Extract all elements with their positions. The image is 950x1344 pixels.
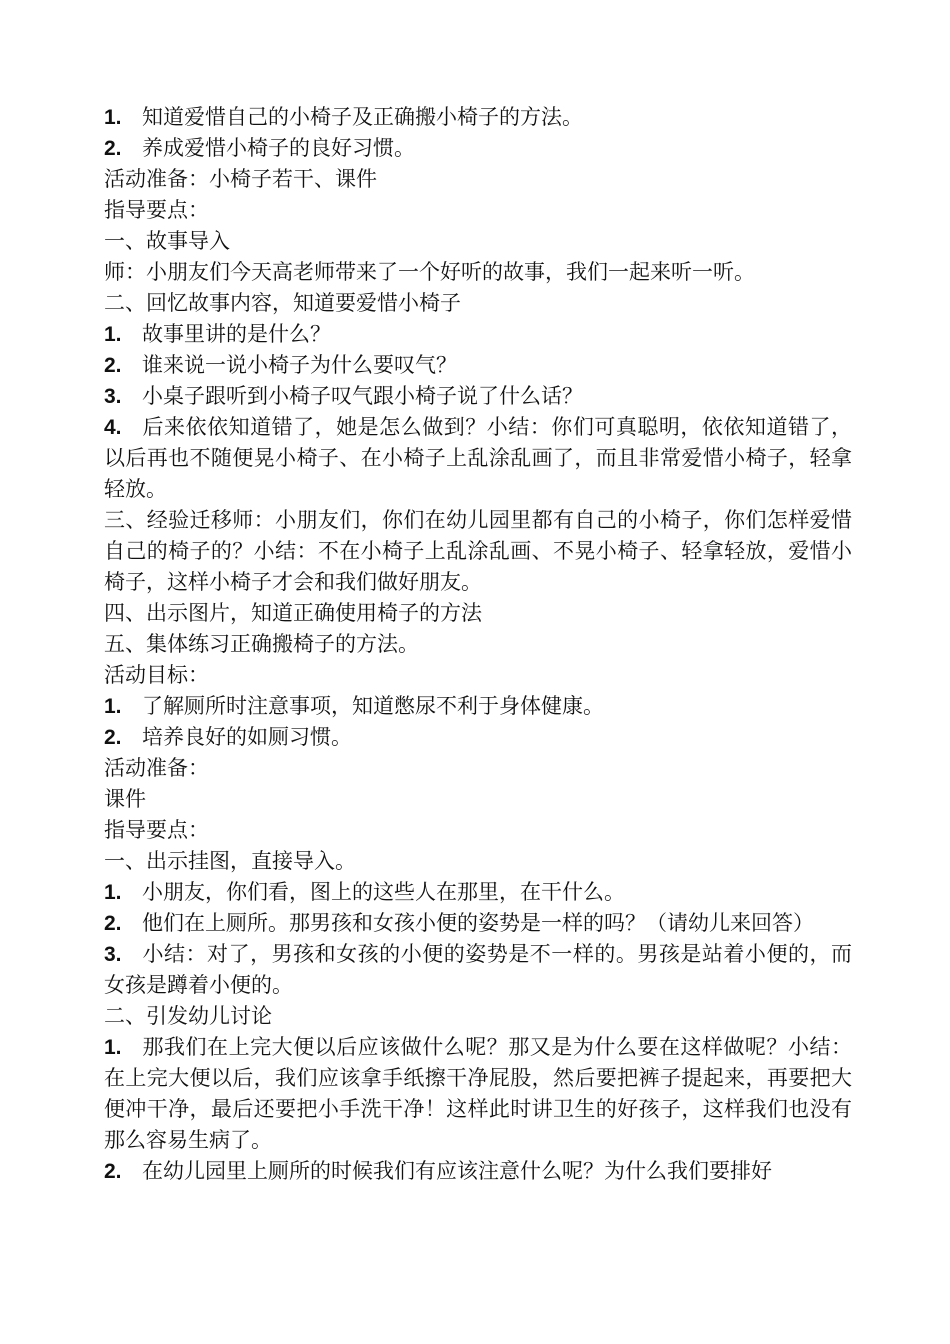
preparation-line: 课件 bbox=[104, 787, 146, 811]
item-text: 小桌子跟听到小椅子叹气跟小椅子说了什么话？ bbox=[142, 384, 583, 408]
item-text: 那我们在上完大便以后应该做什么呢？那又是为什么要在这样做呢？小结：在上完大便以后，我们应该拿手纸擦干净屁股，然后要把裤子提起来，再要把大便冲干净，最后还要把小手洗干净！这样此时讲卫生的好孩子，这样我们也没有那么容易生病了。 bbox=[104, 1035, 852, 1152]
item-text: 养成爱惜小椅子的良好习惯。 bbox=[142, 136, 415, 160]
item-number: 2. bbox=[104, 912, 122, 935]
item-number: 3. bbox=[104, 943, 122, 966]
section-heading: 五、集体练习正确搬椅子的方法。 bbox=[104, 632, 419, 656]
guidance-heading: 指导要点： bbox=[104, 198, 209, 222]
list-item bbox=[104, 877, 852, 908]
item-number: 1. bbox=[104, 881, 122, 904]
item-number: 1. bbox=[104, 1036, 122, 1059]
paragraph: 三、经验迁移师：小朋友们，你们在幼儿园里都有自己的小椅子，你们怎样爱惜自己的椅子的？小结：不在小椅子上乱涂乱画、不晃小椅子、轻拿轻放，爱惜小椅子，这样小椅子才会和我们做好朋友。 bbox=[104, 508, 852, 594]
section-heading: 四、出示图片，知道正确使用椅子的方法 bbox=[104, 601, 482, 625]
item-number: 2. bbox=[104, 726, 122, 749]
item-number: 2. bbox=[104, 1160, 122, 1183]
guidance-heading: 指导要点： bbox=[104, 818, 209, 842]
item-text: 后来依依知道错了，她是怎么做到？小结：你们可真聪明，依依知道错了，以后再也不随便晃小椅子、在小椅子上乱涂乱画了，而且非常爱惜小椅子，轻拿轻放。 bbox=[104, 415, 852, 501]
item-text: 他们在上厕所。那男孩和女孩小便的姿势是一样的吗？（请幼儿来回答） bbox=[142, 911, 814, 935]
section-heading: 二、回忆故事内容，知道要爱惜小椅子 bbox=[104, 291, 461, 315]
list-item bbox=[104, 1156, 852, 1187]
document-body bbox=[104, 102, 852, 1187]
section-heading: 二、引发幼儿讨论 bbox=[104, 1004, 272, 1028]
section-heading: 一、出示挂图，直接导入。 bbox=[104, 849, 356, 873]
list-item bbox=[104, 381, 852, 412]
item-number: 3. bbox=[104, 385, 122, 408]
list-item bbox=[104, 939, 852, 1001]
goals-heading: 活动目标： bbox=[104, 663, 209, 687]
item-text: 在幼儿园里上厕所的时候我们有应该注意什么呢？为什么我们要排好 bbox=[142, 1159, 772, 1183]
goal-item-1 bbox=[104, 691, 852, 722]
item-text: 谁来说一说小椅子为什么要叹气？ bbox=[142, 353, 457, 377]
list-item bbox=[104, 908, 852, 939]
item-text: 小结：对了，男孩和女孩的小便的姿势是不一样的。男孩是站着小便的，而女孩是蹲着小便的。 bbox=[104, 942, 852, 997]
goal-item-2 bbox=[104, 133, 852, 164]
item-number: 1. bbox=[104, 695, 122, 718]
paragraph: 师：小朋友们今天高老师带来了一个好听的故事，我们一起来听一听。 bbox=[104, 260, 755, 284]
preparation-heading: 活动准备： bbox=[104, 756, 209, 780]
goal-item-1 bbox=[104, 102, 852, 133]
list-item bbox=[104, 412, 852, 505]
goal-item-2 bbox=[104, 722, 852, 753]
list-item bbox=[104, 1032, 852, 1156]
item-number: 1. bbox=[104, 106, 122, 129]
item-text: 小朋友，你们看，图上的这些人在那里，在干什么。 bbox=[142, 880, 625, 904]
item-text: 知道爱惜自己的小椅子及正确搬小椅子的方法。 bbox=[142, 105, 583, 129]
item-number: 2. bbox=[104, 137, 122, 160]
preparation-line: 活动准备：小椅子若干、课件 bbox=[104, 167, 377, 191]
list-item bbox=[104, 350, 852, 381]
item-text: 了解厕所时注意事项，知道憋尿不利于身体健康。 bbox=[142, 694, 604, 718]
item-number: 1. bbox=[104, 323, 122, 346]
list-item bbox=[104, 319, 852, 350]
item-number: 2. bbox=[104, 354, 122, 377]
item-text: 培养良好的如厕习惯。 bbox=[142, 725, 352, 749]
section-heading: 一、故事导入 bbox=[104, 229, 230, 253]
item-number: 4. bbox=[104, 416, 122, 439]
item-text: 故事里讲的是什么？ bbox=[142, 322, 331, 346]
